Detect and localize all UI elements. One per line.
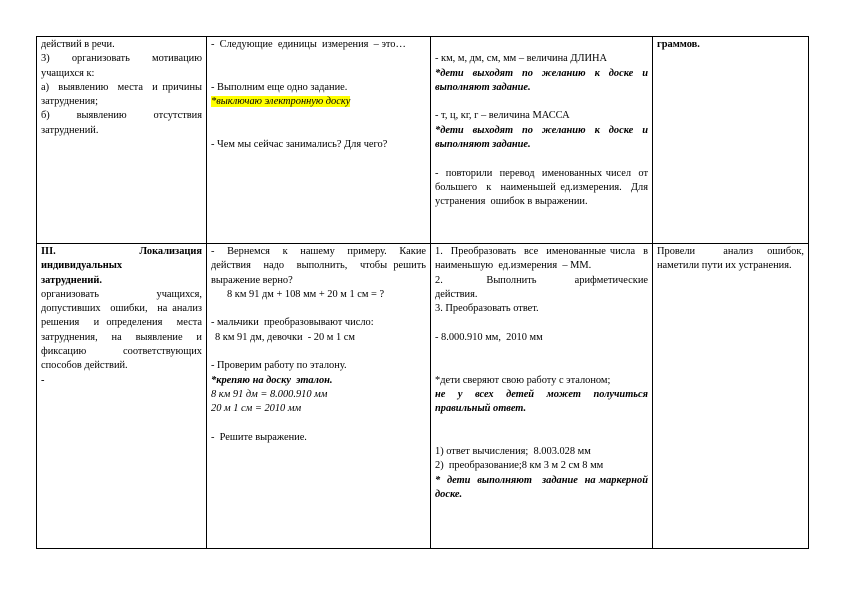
goal-line: а) выявлению места и причины затруднения; xyxy=(41,81,205,108)
result-text: граммов. xyxy=(657,39,700,50)
mass-units-line: - т, ц, кг, г – величина МАССА xyxy=(435,110,570,122)
list-dash: - xyxy=(41,374,45,386)
student-note: *дети выходят по желанию к доске и выполняют задание. xyxy=(435,67,651,93)
student-activity-cell xyxy=(431,37,653,244)
lesson-plan-table xyxy=(36,36,809,549)
teacher-activity-cell xyxy=(207,37,431,244)
table-row xyxy=(37,37,809,244)
teacher-line: - Решите выражение. xyxy=(211,431,307,443)
standard-equation: 8 км 91 дм = 8.000.910 мм xyxy=(211,388,328,400)
answer-line: 1) ответ вычисления; 8.003.028 мм xyxy=(435,446,591,458)
teacher-line: - Чем мы сейчас занимались? Для чего? xyxy=(211,139,388,151)
stage-goals-cell xyxy=(37,37,207,244)
teacher-activity-cell xyxy=(207,244,431,549)
result-cell xyxy=(653,37,809,244)
length-units-line: - км, м, дм, см, мм – величина ДЛИНА xyxy=(435,53,608,65)
student-note: *дети выходят по желанию к доске и выполняют задание. xyxy=(435,124,651,151)
student-note: * дети выполняют задание на маркерной доске. xyxy=(435,474,651,501)
stage-title-word: индивидуальных xyxy=(41,260,123,272)
stage-title-word: затруднений. xyxy=(41,274,102,286)
result-cell xyxy=(653,244,809,549)
goal-line: действий в речи. xyxy=(41,39,115,50)
student-note: *дети сверяют свою работу с эталоном; xyxy=(435,374,611,386)
example-expression: 8 км 91 дм + 108 мм + 20 м 1 см = ? xyxy=(227,288,385,300)
teacher-line: 8 км 91 дм, девочки - 20 м 1 см xyxy=(215,331,355,343)
stage-goals-cell xyxy=(37,244,207,549)
stage-title xyxy=(41,245,202,259)
highlighted-instruction: *выключаю электронную доску xyxy=(211,96,351,108)
result-text: Провели анализ ошибок, наметили пути их устранения. xyxy=(657,246,810,272)
teacher-line: - Следующие единицы измерения – это… xyxy=(211,39,406,50)
standard-equation: 20 м 1 см = 2010 мм xyxy=(211,403,302,415)
converted-numbers: - 8.000.910 мм, 2010 мм xyxy=(435,331,543,343)
stage-title-word: Локализация xyxy=(139,246,202,257)
plan-step: 2. Выполнить арифметические действия. xyxy=(435,274,651,300)
student-activity-cell xyxy=(431,244,653,549)
teacher-line: - Вернемся к нашему примеру. Какие действия надо выполнить, чтобы решить выражение верно? xyxy=(211,246,429,286)
teacher-line: - мальчики преобразовывают число: xyxy=(211,317,374,329)
table-row xyxy=(37,244,809,549)
teacher-line: - Выполним еще одно задание. xyxy=(211,81,348,93)
plan-step: 1. Преобразовать все именованные числа в наименьшую ед.измерения – ММ. xyxy=(435,246,654,272)
repeat-line: - повторили перевод именованных чисел от большего к наименьшей ед.измерения. Для устранения ошибок в выражении. xyxy=(435,167,654,208)
answer-line: 2) преобразование;8 км 3 м 2 см 8 мм xyxy=(435,460,604,472)
goal-line: 3) организовать мотивацию учащихся к: xyxy=(41,53,205,79)
plan-step: 3. Преобразовать ответ. xyxy=(435,303,539,315)
stage-number: III. xyxy=(41,246,56,257)
goal-line: б) выявлению отсутствия затруднений. xyxy=(41,110,205,136)
teacher-line: - Проверим работу по эталону. xyxy=(211,360,347,372)
student-note: не у всех детей может получиться правильный ответ. xyxy=(435,388,651,415)
teacher-note: *крепяю на доску эталон. xyxy=(211,374,333,386)
stage-goal-text: организовать учащихся, допустивших ошибки, на анализ решения и определения места затруднения, на выявление и фиксацию соответствующих способов действий. xyxy=(41,288,208,372)
